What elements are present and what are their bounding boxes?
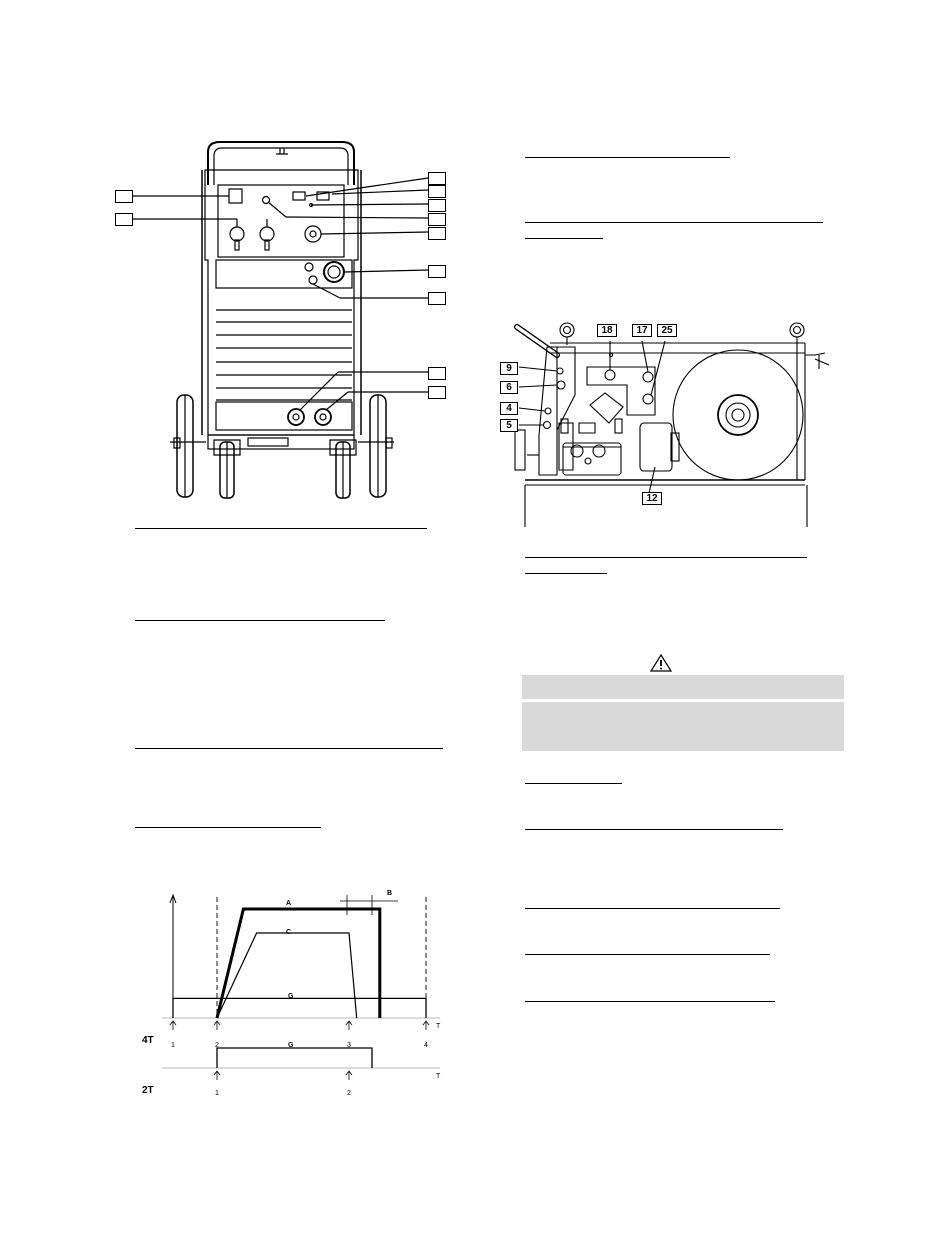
tick-4t-2: 2: [215, 1042, 219, 1049]
series-line-g: [173, 998, 426, 1018]
callout-box: [428, 172, 446, 185]
callout-9: 9: [500, 362, 518, 375]
callout-17: 17: [632, 324, 652, 337]
callout-box: [428, 367, 446, 380]
callout-box: [428, 386, 446, 399]
callout-5: 5: [500, 419, 518, 432]
tick-4t-4: 4: [424, 1042, 428, 1049]
tick-4t-1: 1: [171, 1042, 175, 1049]
curve-label-g-2t: G: [288, 1042, 294, 1049]
timing-chart: [140, 885, 460, 1100]
heading-underline: [135, 528, 427, 529]
heading-underline: [525, 908, 780, 909]
callout-box: [115, 213, 133, 226]
curve-label-c: C: [286, 929, 292, 936]
curve-label-g-4t: G: [288, 993, 294, 1000]
tick-2t-1: 1: [215, 1090, 219, 1097]
callout-box: [428, 185, 446, 198]
heading-underline: [525, 783, 622, 784]
callout-box: [428, 227, 446, 240]
heading-underline: [525, 573, 607, 574]
mode-label-2t: 2T: [142, 1085, 154, 1096]
callout-25: 25: [657, 324, 677, 337]
time-axis-label-2t: T: [436, 1073, 441, 1080]
heading-underline: [525, 954, 770, 955]
machine-front-view: [110, 130, 460, 510]
tick-4t-3: 3: [347, 1042, 351, 1049]
callout-box: [428, 292, 446, 305]
curve-label-b: B: [387, 890, 393, 897]
heading-underline: [135, 620, 385, 621]
callout-box: [115, 190, 133, 203]
curve-label-a: A: [286, 900, 292, 907]
callout-4: 4: [500, 402, 518, 415]
heading-underline: [525, 157, 730, 158]
warning-band-divider: [522, 699, 844, 702]
heading-underline: [525, 238, 603, 239]
warning-triangle-icon: [650, 654, 672, 672]
warning-band: [522, 675, 844, 751]
callout-box: [428, 213, 446, 226]
callout-box: [428, 199, 446, 212]
callout-18: 18: [597, 324, 617, 337]
callout-12: 12: [642, 492, 662, 505]
heading-underline: [525, 829, 783, 830]
heading-underline: [525, 557, 807, 558]
heading-underline: [135, 748, 443, 749]
wire-feeder-side-view: [495, 315, 845, 527]
tick-2t-2: 2: [347, 1090, 351, 1097]
time-axis-label-4t: T: [436, 1023, 441, 1030]
callout-6: 6: [500, 381, 518, 394]
series-line-c: [217, 933, 357, 1018]
heading-underline: [135, 827, 321, 828]
heading-underline: [525, 222, 823, 223]
callout-box: [428, 265, 446, 278]
mode-label-4t: 4T: [142, 1035, 154, 1046]
heading-underline: [525, 1001, 775, 1002]
